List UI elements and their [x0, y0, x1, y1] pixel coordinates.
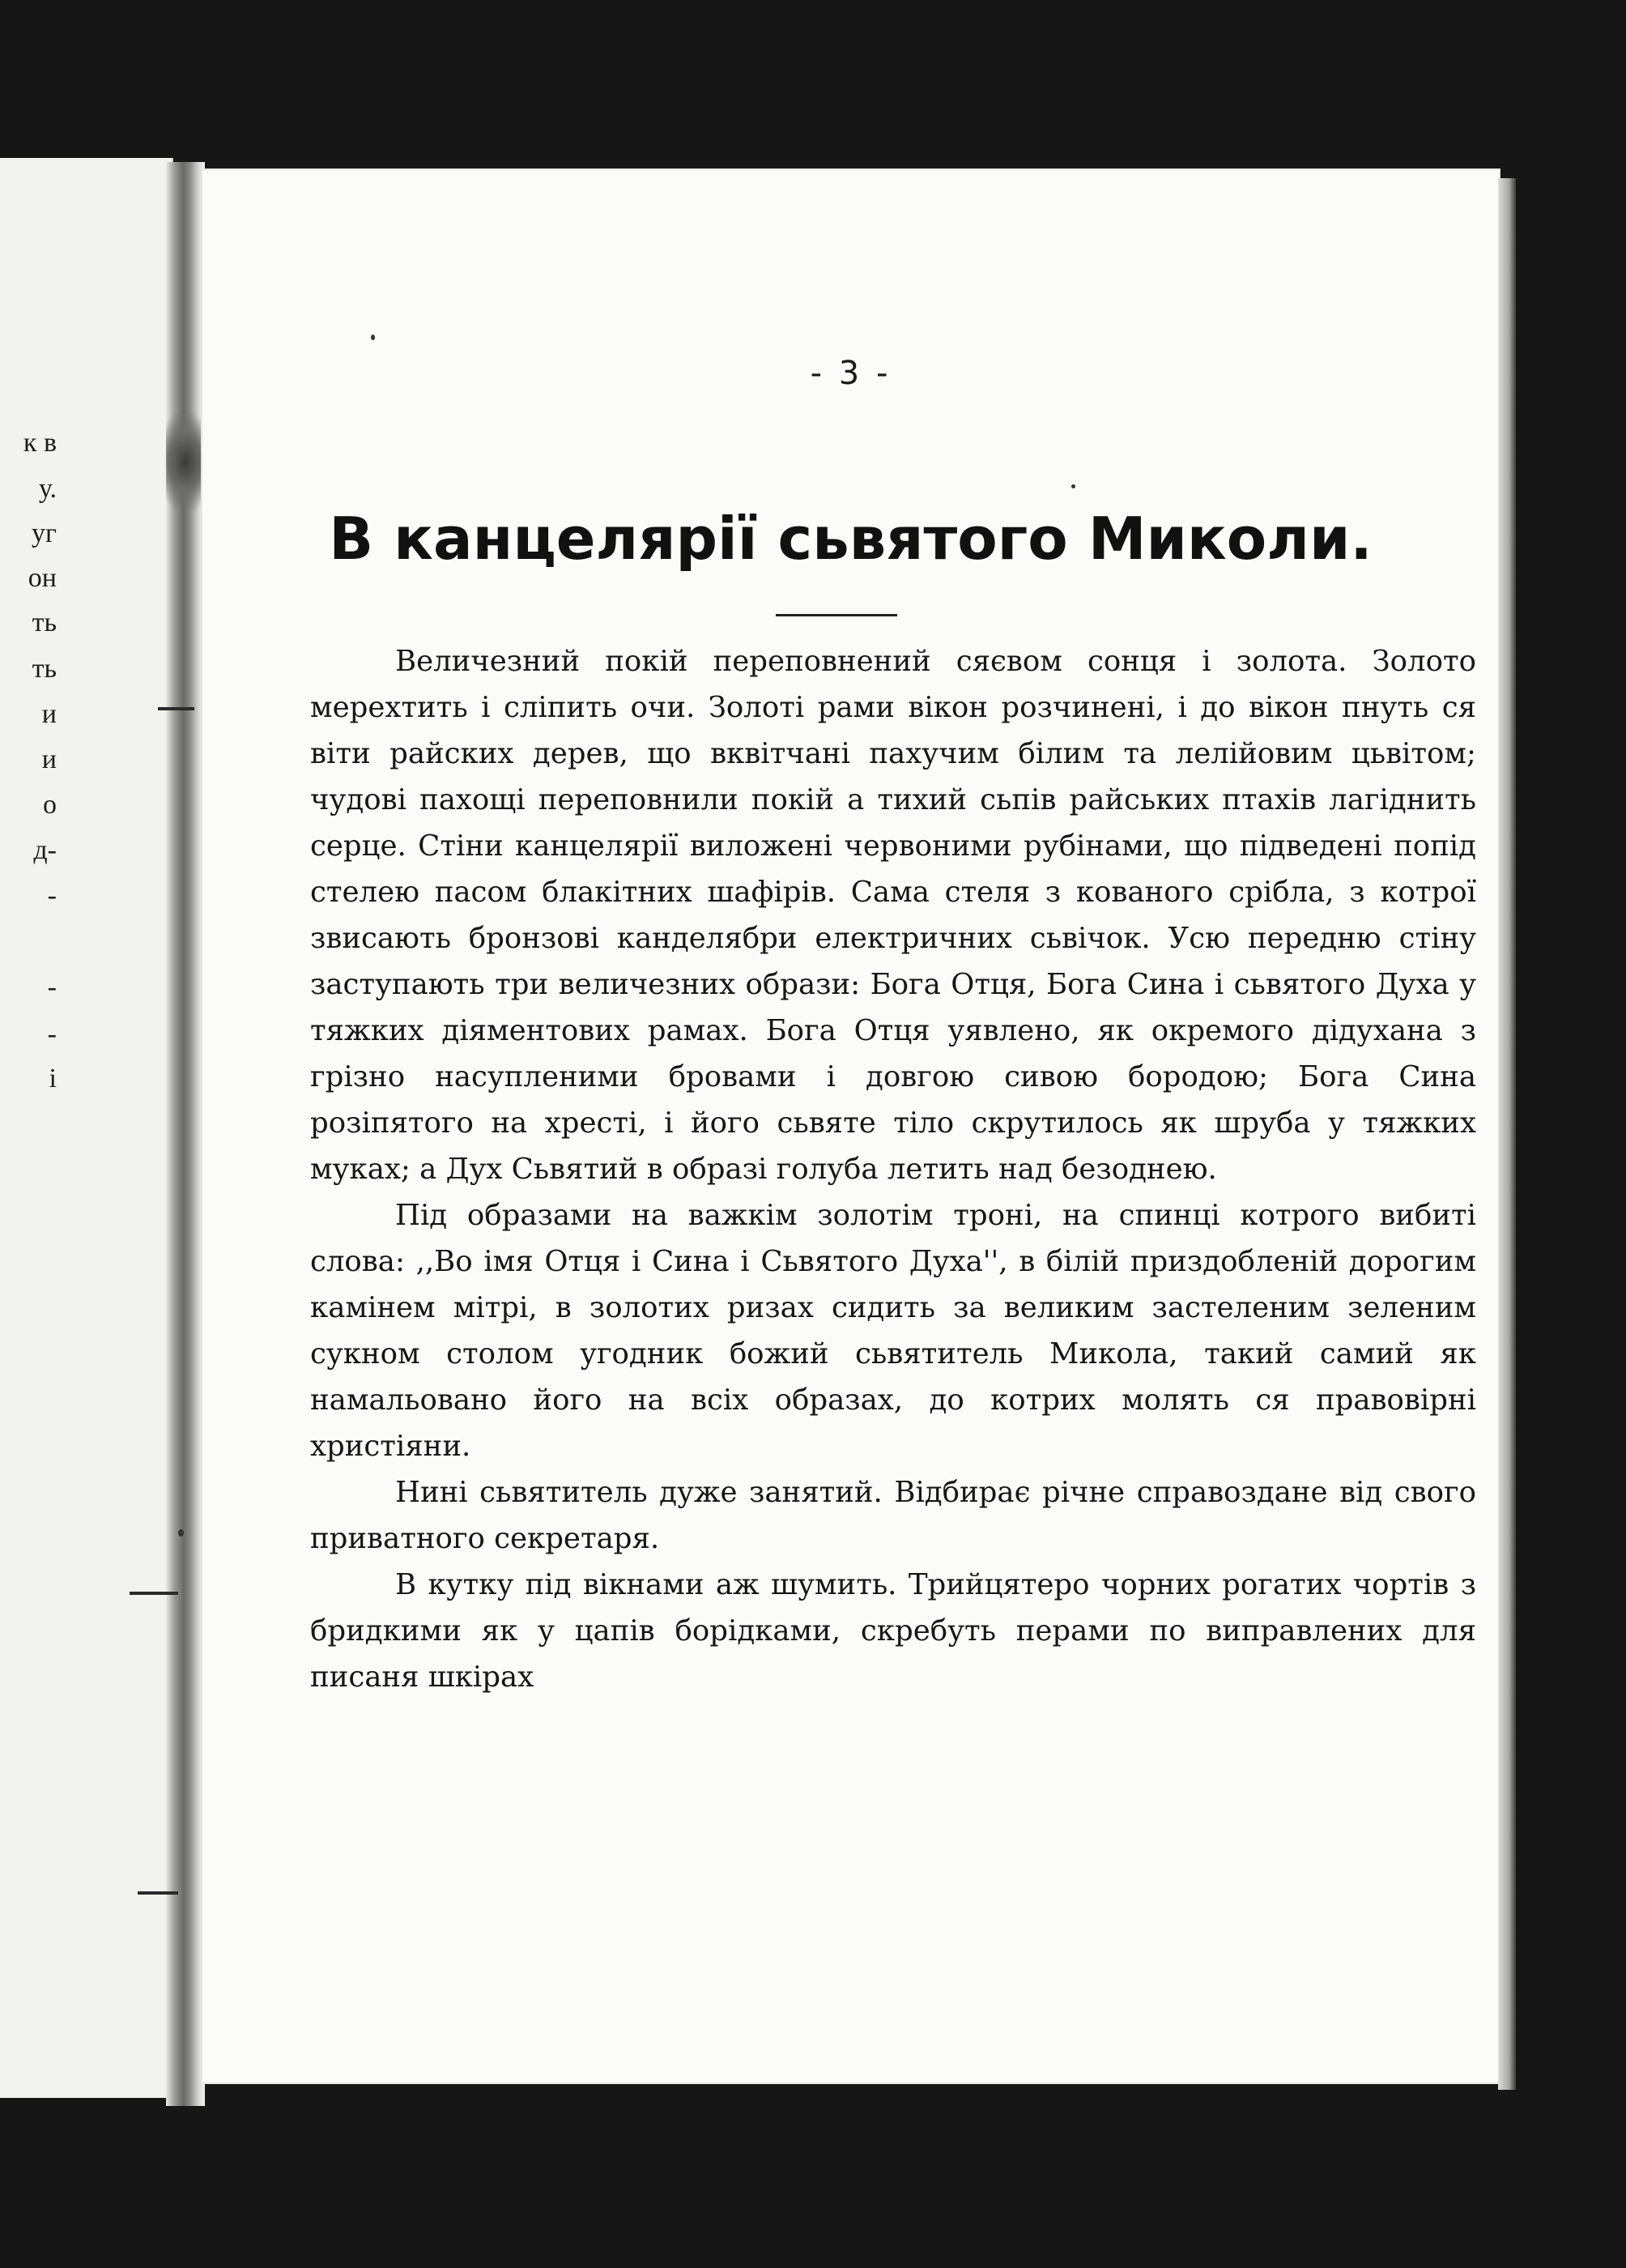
title-rule: [776, 614, 897, 616]
left-page-fragment: -: [47, 880, 57, 910]
left-page-fragment: -: [47, 972, 57, 1002]
binding-stitch: [130, 1592, 178, 1595]
paragraph: Під образами на важкім золотім троні, на спинці котрого вибиті слова: ,,Во імя Отця і Сина і Сьвятого Духа'', в білій приздобленій дорогим камінем мітрі, в золотих ризах сидить за великим застеленим зеленим сукном столом угодник божий сьвятитель Микола, такий самий як намальовано його на всіх образах, до котрих молять ся правовірні христіяни.: [310, 1199, 1476, 1463]
left-page-fragment: к в: [23, 428, 57, 458]
paragraph: Нині сьвятитель дуже занятий. Відбирає річне справоздане від свого приватного секретаря.: [310, 1476, 1476, 1555]
paper-speck: [178, 1529, 184, 1537]
left-page-fragment: он: [28, 563, 57, 593]
body-text: [310, 638, 1476, 1700]
left-page-fragment: і: [49, 1064, 57, 1094]
paper-speck: [371, 335, 375, 340]
paragraph: Величезний покій переповнений сяєвом сонця і золота. Золото мерехтить і сліпить очи. Золоті рами вікон розчинені, і до вікон пнуть ся віти райских дерев, що вквітчані пахучим білим та лелійовим цьвітом; чудові пахощі переповнили покій а тихий сьпів райських птахів лагіднить серце. Стіни канцелярії виложені червоними рубінами, що підведені попід стелею пасом блакітних шафірів. Сама стеля з кованого срібла, з котрої звисають бронзові канделябри електричних сьвічок. Усю передню стіну заступають три величезних образи: Бога Отця, Бога Сина і сьвятого Духа у тяжких діяментових рамах. Бога Отця уявлено, як окремого дідухана з грізно насупленими бровами і довгою сивою бородою; Бога Сина розіпятого на хресті, і його сьвяте тіло скрутилось як шруба у тяжких муках; а Дух Сьвятий в образі голуба летить над безоднею.: [310, 645, 1476, 1186]
binding-stitch: [138, 1891, 178, 1895]
chapter-title: В канцелярії сьвятого Миколи.: [329, 505, 1373, 573]
page-number: - 3 -: [810, 355, 892, 392]
left-page-fragment: о: [43, 790, 57, 820]
book-page: [201, 168, 1500, 2084]
left-page-fragment: ть: [32, 608, 57, 637]
paper-speck: [1071, 484, 1075, 488]
left-page-fragment: д-: [33, 835, 57, 865]
left-page-fragment: ть: [32, 654, 57, 684]
left-page-fragment: и: [41, 699, 57, 729]
left-page-fragment: -: [47, 1019, 57, 1049]
left-page-fragment: и: [41, 744, 57, 774]
paragraph: В кутку під вікнами аж шумить. Трийцятеро чорних рогатих чортів з бридкими як у цапів борідками, скребуть перами по виправлених для писаня шкірах: [310, 1568, 1476, 1694]
binding-stitch: [158, 707, 194, 710]
left-page: [0, 158, 173, 2098]
left-page-fragment: у.: [38, 474, 57, 504]
page-edge: [1498, 178, 1516, 2090]
left-page-fragment: уг: [32, 518, 57, 548]
